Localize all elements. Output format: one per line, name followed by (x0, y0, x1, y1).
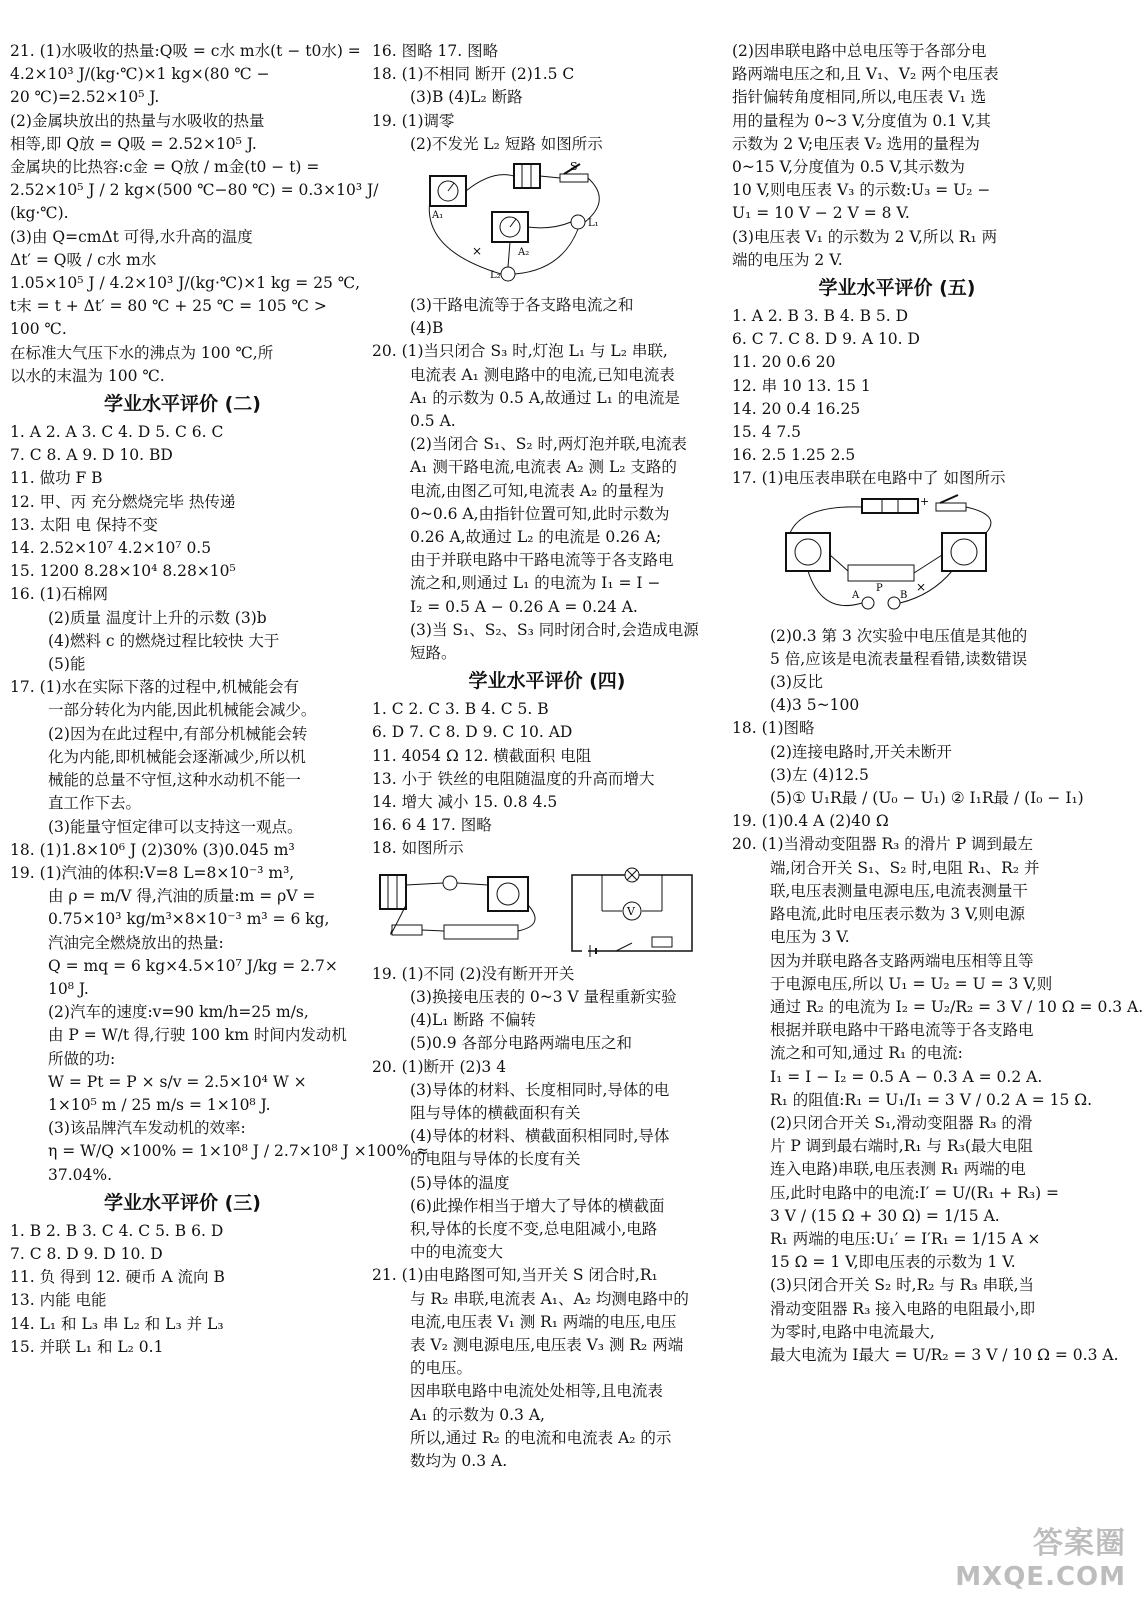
resistor-terminal-b (888, 597, 900, 609)
text-line: 金属块的比热容:c金 = Q放 / m金(t0 − t) = (10, 158, 320, 177)
text-line: 端,闭合开关 S₁、S₂ 时,电阻 R₁、R₂ 并 (770, 858, 1040, 877)
text-line: 19. (1)调零 (372, 111, 455, 130)
text-line: U₁ = 10 V − 2 V = 8 V. (732, 204, 910, 223)
text-line: A₁ 的示数为 0.5 A,故通过 L₁ 的电流是 (410, 388, 680, 407)
plus-label: + (920, 494, 930, 508)
text-line: 为零时,电路中电流最大, (770, 1322, 935, 1341)
text-line: (3)干路电流等于各支路电流之和 (410, 296, 634, 315)
text-line: 19. (1)不同 (2)没有断开开关 (372, 964, 575, 983)
text-line: 6. C 7. C 8. D 9. A 10. D (732, 330, 920, 349)
text-line: 10⁸ J. (48, 979, 89, 998)
section-4-q21-continued (732, 40, 1062, 272)
text-line: (3)由 Q=cmΔt 可得,水升高的温度 (10, 227, 253, 246)
text-line: R₁ 的阻值:R₁ = U₁/I₁ = 3 V / 0.2 A = 15 Ω. (770, 1090, 1093, 1109)
voltmeter-icon (488, 877, 528, 911)
text-line: 汽油完全燃烧放出的热量: (48, 933, 224, 952)
text-line: 端的电压为 2 V. (732, 250, 843, 269)
text-line: I₂ = 0.5 A − 0.26 A = 0.24 A. (410, 597, 638, 616)
text-line: 20 ℃)=2.52×10⁵ J. (10, 88, 160, 107)
section-3-answers-continued (372, 294, 722, 665)
b-label: B (900, 589, 908, 601)
text-line: (3)该品牌汽车发动机的效率: (48, 1119, 246, 1138)
text-line: 16. 6 4 17. 图略 (372, 816, 492, 835)
text-line: 15 Ω = 1 V,即电压表的示数为 1 V. (770, 1253, 1016, 1272)
lamp-l2-icon (501, 267, 515, 281)
section-4-answers (372, 698, 722, 860)
lamp-l1-icon (571, 215, 585, 229)
text-line: t末 = t + Δt′ = 80 ℃ + 25 ℃ = 105 ℃ > (10, 297, 327, 316)
text-line: R₁ 两端的电压:U₁′ = I′R₁ = 1/15 A × (770, 1229, 1041, 1248)
svg-text:×: × (472, 244, 483, 259)
text-line: 21. (1)由电路图可知,当开关 S 闭合时,R₁ (372, 1266, 658, 1285)
text-line: 18. (1)1.8×10⁶ J (2)30% (3)0.045 m³ (10, 840, 295, 859)
a2-label: A₂ (518, 247, 530, 259)
text-line: (5)能 (48, 655, 86, 674)
text-line: 17. (1)水在实际下落的过程中,机械能会有 (10, 678, 299, 697)
text-line: 12. 甲、丙 充分燃烧完毕 热传递 (10, 492, 236, 511)
text-line: (6)此操作相当于增大了导体的横截面 (410, 1196, 665, 1215)
text-line: 13. 太阳 电 保持不变 (10, 515, 158, 534)
p-label: P (876, 582, 883, 594)
text-line: 11. 负 得到 12. 硬币 A 流向 B (10, 1268, 225, 1287)
text-line: 20. (1)当滑动变阻器 R₃ 的滑片 P 调到最左 (732, 835, 1034, 854)
text-line: 路两端电压之和,且 V₁、V₂ 两个电压表 (732, 65, 999, 84)
circuit-figure-18 (376, 865, 722, 957)
text-line: 13. 内能 电能 (10, 1291, 107, 1310)
watermark-line-2: MXQE.COM (955, 1562, 1126, 1592)
text-line: 20. (1)当只闭合 S₃ 时,灯泡 L₁ 与 L₂ 串联, (372, 342, 668, 361)
section-3-answers (10, 1220, 355, 1359)
text-line: 15. 4 7.5 (732, 423, 802, 442)
text-line: (2)0.3 第 3 次实验中电压值是其他的 (770, 626, 1028, 645)
watermark-logo (955, 1518, 1126, 1592)
text-line: (4)3 5~100 (770, 696, 860, 715)
text-line: η = W/Q ×100% = 1×10⁸ J / 2.7×10⁸ J ×100% ≈ (48, 1142, 429, 1161)
text-line: 7. C 8. D 9. D 10. D (10, 1244, 163, 1263)
text-line: 用的量程为 0~3 V,分度值为 0.1 V,其 (732, 111, 991, 130)
text-line: (3)B (4)L₂ 断路 (410, 88, 523, 107)
text-line: 路电流,此时电压表示数为 3 V,则电源 (770, 905, 1026, 924)
switch-label: S (570, 160, 578, 174)
battery-icon (862, 499, 918, 513)
text-line: (3)左 (4)12.5 (770, 765, 869, 784)
text-line: (3)反比 (770, 673, 823, 692)
text-line: (2)质量 温度计上升的示数 (3)b (48, 608, 267, 627)
text-line: 于电源电压,所以 U₁ = U₂ = U = 3 V,则 (770, 974, 1053, 993)
section-5-answers (732, 305, 1062, 491)
section-3-continued (372, 40, 722, 156)
text-line: 通过 R₂ 的电流为 I₂ = U₂/R₂ = 3 V / 10 Ω = 0.3 A. (770, 997, 1143, 1016)
text-line: 的电阻与导体的长度有关 (410, 1150, 581, 1169)
text-line: (5)① U₁R最 / (U₀ − U₁) ② I₁R最 / (I₀ − I₁) (770, 789, 1084, 808)
text-line: (4)燃料 c 的燃烧过程比较快 大于 (48, 631, 280, 650)
switch-icon (392, 925, 422, 935)
text-line: Q = mq = 6 kg×4.5×10⁷ J/kg = 2.7× (48, 956, 338, 975)
text-line: (3)当 S₁、S₂、S₃ 同时闭合时,会造成电源 (410, 620, 699, 639)
text-line: 电流,电压表 V₁ 测 R₁ 两端的电压,电压 (410, 1312, 677, 1331)
text-line: 0~0.6 A,由指针位置可知,此时示数为 (410, 504, 670, 523)
text-line: (2)连接电路时,开关未断开 (770, 742, 952, 761)
text-line: 18. (1)不相同 断开 (2)1.5 C (372, 65, 575, 84)
text-line: 流之和,则通过 L₁ 的电流为 I₁ = I − (410, 574, 661, 593)
text-line: (5)0.9 各部分电路两端电压之和 (410, 1034, 633, 1053)
text-line: 因为并联电路各支路两端电压相等且等 (770, 951, 1034, 970)
text-line: 12. 串 10 13. 15 1 (732, 376, 871, 395)
text-line: 表 V₂ 测电源电压,电压表 V₃ 测 R₂ 两端 (410, 1335, 684, 1354)
text-line: 滑动变阻器 R₃ 接入电路的电阻最小,即 (770, 1299, 1036, 1318)
text-line: (2)金属块放出的热量与水吸收的热量 (10, 111, 265, 130)
text-line: 16. (1)石棉网 (10, 585, 109, 604)
text-line: 15. 并联 L₁ 和 L₂ 0.1 (10, 1337, 164, 1356)
text-line: 化为内能,即机械能会逐渐减少,所以机 (48, 747, 306, 766)
text-line: 1×10⁵ m / 25 m/s = 1×10⁸ J. (48, 1095, 271, 1114)
text-line: 17. (1)电压表串联在电路中了 如图所示 (732, 469, 1006, 488)
text-line: 在标准大气压下水的沸点为 100 ℃,所 (10, 343, 274, 362)
text-line: 所以,通过 R₂ 的电流和电流表 A₂ 的示 (410, 1428, 672, 1447)
text-line: 14. 增大 减小 15. 0.8 4.5 (372, 793, 558, 812)
text-line: (2)当闭合 S₁、S₂ 时,两灯泡并联,电流表 (410, 435, 687, 454)
a1-label: A₁ (432, 210, 444, 222)
column-3 (732, 40, 1143, 1367)
text-line: 37.04%. (48, 1165, 113, 1184)
switch-icon (936, 503, 966, 511)
l1-label: L₁ (588, 218, 599, 230)
text-line: 联,电压表测量电源电压,电流表测量干 (770, 881, 1028, 900)
text-line: A₁ 测干路电流,电流表 A₂ 测 L₂ 支路的 (410, 458, 677, 477)
text-line: 以水的末温为 100 ℃. (10, 366, 165, 385)
text-line: 14. 20 0.4 16.25 (732, 399, 861, 418)
text-line: (2)不发光 L₂ 短路 如图所示 (410, 134, 603, 153)
text-line: 11. 20 0.6 20 (732, 353, 836, 372)
text-line: (3)电压表 V₁ 的示数为 2 V,所以 R₁ 两 (732, 227, 998, 246)
text-line: 直工作下去。 (48, 794, 142, 813)
text-line: 阻与导体的横截面积有关 (410, 1103, 581, 1122)
text-line: 短路。 (410, 644, 457, 663)
text-line: 21. (1)水吸收的热量:Q吸 = c水 m水(t − t0水) = (10, 42, 361, 60)
text-line: 片 P 调到最右端时,R₁ 与 R₃(最大电阻 (770, 1137, 1033, 1156)
text-line: (5)导体的温度 (410, 1173, 510, 1192)
text-line: (4)导体的材料、横截面积相同时,导体 (410, 1127, 670, 1146)
section-heading-3: 学业水平评价 (三) (104, 1191, 261, 1214)
column-2 (372, 40, 722, 1473)
text-line: (3)导体的材料、长度相同时,导体的电 (410, 1080, 670, 1099)
text-line: 由 P = W/t 得,行驶 100 km 时间内发动机 (48, 1026, 347, 1045)
circuit-figure-17 (782, 495, 1062, 619)
circuit-figure-19 (412, 160, 722, 288)
text-line: Δt′ = Q吸 / c水 m水 (10, 250, 157, 269)
text-line: 16. 图略 17. 图略 (372, 42, 499, 60)
text-line: 电流,由图乙可知,电流表 A₂ 的量程为 (410, 481, 665, 500)
text-line: 7. C 8. A 9. D 10. BD (10, 446, 173, 465)
section-heading-4: 学业水平评价 (四) (468, 670, 626, 693)
text-line: (2)因为在此过程中,有部分机械能会转 (48, 724, 308, 743)
text-line: 所做的功: (48, 1049, 116, 1068)
text-line: 积,导体的长度不变,总电阻减小,电路 (410, 1219, 658, 1238)
text-line: 由 ρ = m/V 得,汽油的质量:m = ρV = (48, 887, 316, 906)
l2-label: L₂ (490, 270, 501, 282)
section-heading-2: 学业水平评价 (二) (104, 393, 261, 416)
voltmeter-label: V (627, 904, 635, 918)
text-line: 18. (1)图略 (732, 719, 815, 738)
svg-text:×: × (916, 579, 927, 594)
text-line: 1. A 2. A 3. C 4. D 5. C 6. C (10, 423, 224, 442)
text-line: 6. D 7. C 8. D 9. C 10. AD (372, 723, 573, 742)
text-line: 电压为 3 V. (770, 928, 850, 947)
q21-solution (10, 40, 379, 388)
text-line: 15. 1200 8.28×10⁴ 8.28×10⁵ (10, 562, 236, 581)
text-line: (2)汽车的速度:v=90 km/h=25 m/s, (48, 1003, 309, 1022)
text-line: A₁ 的示数为 0.3 A, (410, 1405, 545, 1424)
text-line: (3)换接电压表的 0~3 V 量程重新实验 (410, 987, 677, 1006)
text-line: 相等,即 Q放 = Q吸 = 2.52×10⁵ J. (10, 134, 257, 153)
a-label: A (852, 589, 860, 601)
text-line: 示数为 2 V;电压表 V₂ 选用的量程为 (732, 134, 980, 153)
text-line: 19. (1)0.4 A (2)40 Ω (732, 812, 889, 831)
text-line: 流之和可知,通过 R₁ 的电流: (770, 1044, 963, 1063)
parallel-circuit-diagram (412, 160, 642, 288)
text-line: 1. B 2. B 3. C 4. C 5. B 6. D (10, 1221, 224, 1240)
section-heading-5: 学业水平评价 (五) (818, 277, 976, 300)
text-line: 11. 做功 F B (10, 469, 103, 488)
text-line: 11. 4054 Ω 12. 横截面积 电阻 (372, 746, 592, 765)
text-line: I₁ = I − I₂ = 0.5 A − 0.3 A = 0.2 A. (770, 1067, 1043, 1086)
text-line: 4.2×10³ J/(kg·℃)×1 kg×(80 ℃ − (10, 65, 270, 84)
resistor-terminal-a (862, 597, 874, 609)
text-line: (2)只闭合开关 S₁,滑动变阻器 R₃ 的滑 (770, 1113, 1033, 1132)
text-line: 2.52×10⁵ J / 2 kg×(500 ℃−80 ℃) = 0.3×10³ J/ (10, 181, 379, 200)
text-line: 0~15 V,分度值为 0.5 V,其示数为 (732, 158, 965, 177)
series-circuit-diagram (376, 865, 706, 957)
text-line: 16. 2.5 1.25 2.5 (732, 446, 856, 465)
text-line: 因串联电路中电流处处相等,且电流表 (410, 1382, 663, 1401)
text-line: (2)因串联电路中总电压等于各部分电 (732, 42, 987, 60)
text-line: (kg·℃). (10, 204, 69, 223)
text-line: 数均为 0.3 A. (410, 1451, 508, 1470)
text-line: 1. C 2. C 3. B 4. C 5. B (372, 700, 549, 719)
text-line: 的电压。 (410, 1359, 473, 1378)
text-line: 中的电流变大 (410, 1243, 504, 1262)
text-line: 5 倍,应该是电流表量程看错,读数错误 (770, 649, 1028, 668)
text-line: 19. (1)汽油的体积:V=8 L=8×10⁻³ m³, (10, 863, 295, 882)
text-line: (4)B (410, 319, 444, 338)
text-line: 械能的总量不守恒,这种水动机不能一 (48, 771, 301, 790)
text-line: 0.75×10³ kg/m³×8×10⁻³ m³ = 6 kg, (48, 910, 330, 929)
switch-icon (560, 174, 588, 182)
text-line: 14. L₁ 和 L₃ 串 L₂ 和 L₃ 并 L₃ (10, 1314, 224, 1333)
text-line: 1.05×10⁵ J / 4.2×10³ J/(kg·℃)×1 kg = 25 ℃, (10, 274, 361, 293)
text-line: 压,此时电路中的电流:I′ = U/(R₁ + R₃) = (770, 1183, 1060, 1202)
rheostat-icon (444, 925, 518, 939)
text-line: 100 ℃. (10, 320, 67, 339)
measurement-circuit-diagram (782, 495, 1012, 619)
text-line: (3)能量守恒定律可以支持这一观点。 (48, 817, 303, 836)
text-line: 3 V / (15 Ω + 30 Ω) = 1/15 A. (770, 1206, 1000, 1225)
text-line: W = Pt = P × s/v = 2.5×10⁴ W × (48, 1072, 307, 1091)
text-line: 10 V,则电压表 V₃ 的示数:U₃ = U₂ − (732, 181, 991, 200)
rheostat-icon (848, 565, 914, 581)
text-line: 18. 如图所示 (372, 839, 464, 858)
text-line: 电流表 A₁ 测电路中的电流,已知电流表 (410, 365, 675, 384)
text-line: 1. A 2. B 3. B 4. B 5. D (732, 307, 909, 326)
text-line: 20. (1)断开 (2)3 4 (372, 1057, 507, 1076)
text-line: 13. 小于 铁丝的电阻随温度的升高而增大 (372, 769, 655, 788)
text-line: (3)只闭合开关 S₂ 时,R₂ 与 R₃ 串联,当 (770, 1276, 1035, 1295)
section-4-answers-continued (372, 963, 722, 1473)
text-line: 0.5 A. (410, 412, 456, 431)
battery-icon (514, 164, 540, 188)
text-line: 由于并联电路中干路电流等于各支路电 (410, 551, 674, 570)
text-line: 连入电路)串联,电压表测 R₁ 两端的电 (770, 1160, 1026, 1179)
lamp-icon (443, 876, 457, 890)
text-line: 与 R₂ 串联,电流表 A₁、A₂ 均测电路中的 (410, 1289, 689, 1308)
text-line: 一部分转化为内能,因此机械能会减少。 (48, 701, 317, 720)
text-line: 14. 2.52×10⁷ 4.2×10⁷ 0.5 (10, 539, 212, 558)
text-line: 指针偏转角度相同,所以,电压表 V₁ 选 (732, 88, 987, 107)
text-line: 最大电流为 I最大 = U/R₂ = 3 V / 10 Ω = 0.3 A. (770, 1345, 1119, 1364)
section-5-answers-continued (732, 625, 1143, 1368)
text-line: 根据并联电路中干路电流等于各支路电 (770, 1021, 1034, 1040)
battery-icon (380, 875, 406, 909)
text-line: 0.26 A,故通过 L₂ 的电流是 0.26 A; (410, 528, 662, 547)
text-line: (4)L₁ 断路 不偏转 (410, 1011, 536, 1030)
watermark-line-1: 答案圈 (1033, 1526, 1126, 1561)
